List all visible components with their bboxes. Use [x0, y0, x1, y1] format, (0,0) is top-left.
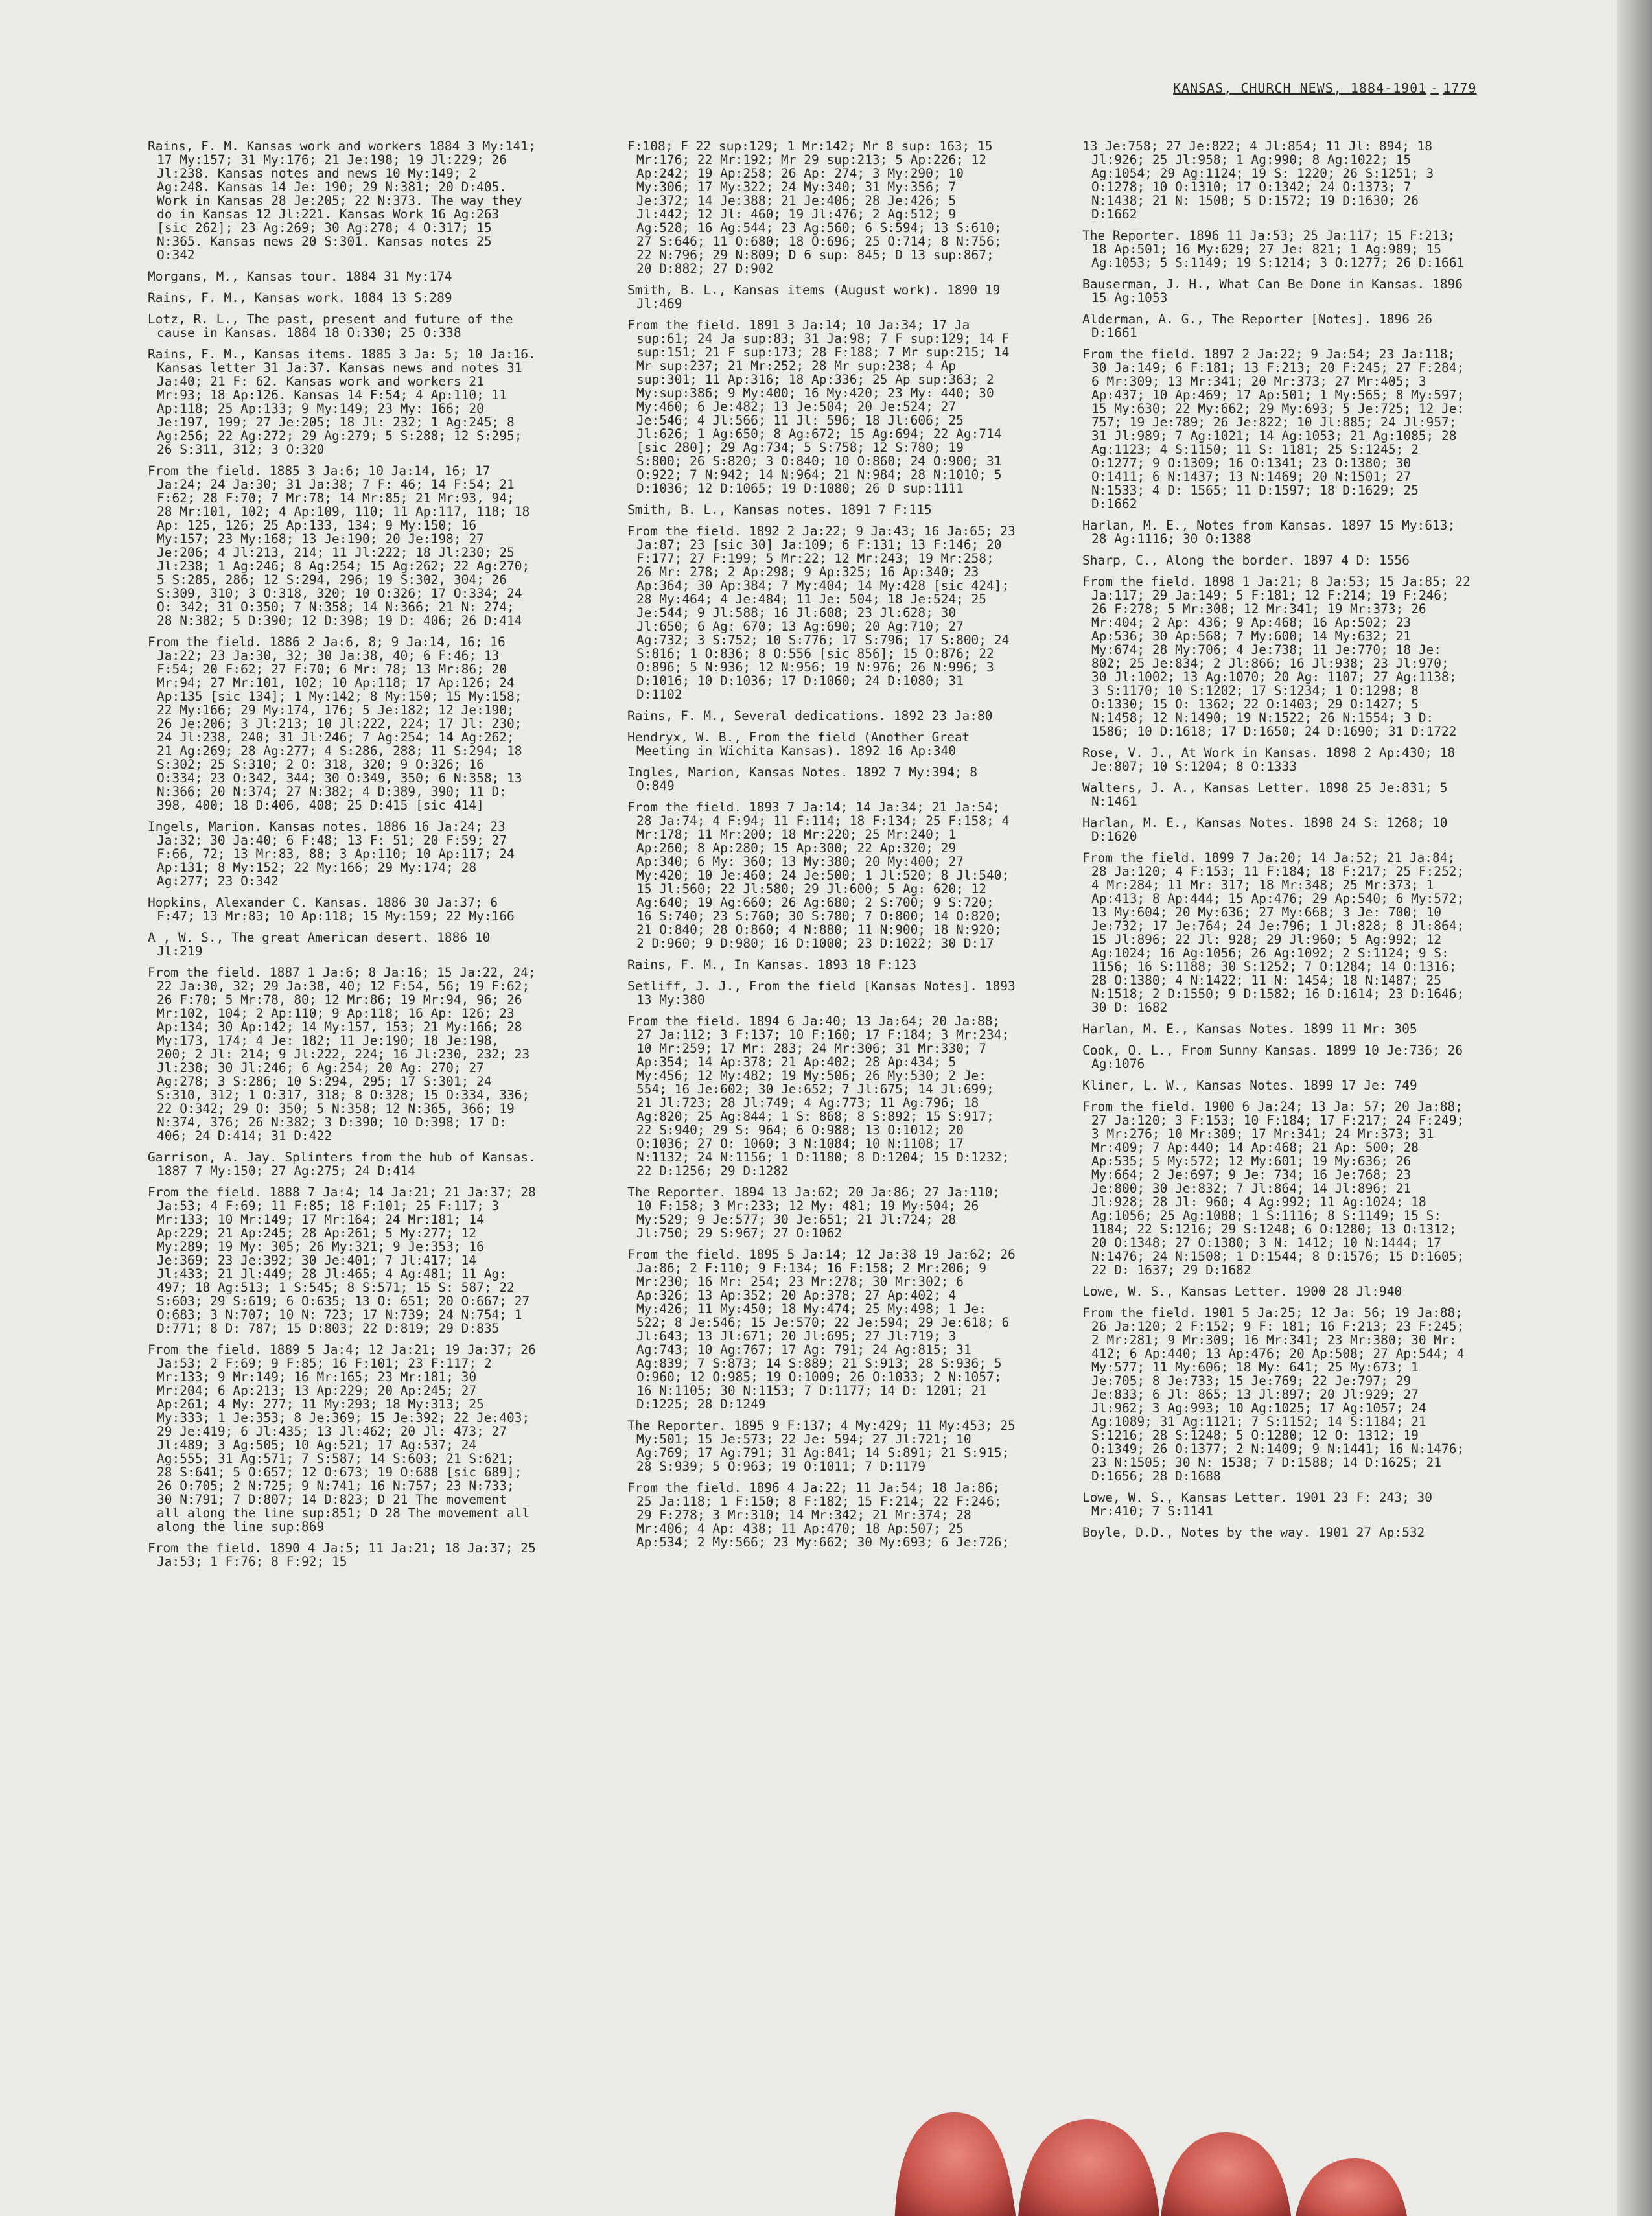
index-entry: Rains, F. M., Kansas work. 1884 13 S:289 — [148, 290, 452, 305]
index-entry: A , W. S., The great American desert. 1886 10 Jl:219 — [148, 930, 491, 959]
index-entry: Hendryx, W. B., From the field (Another Great Meeting in Wichita Kansas). 1892 16 Ap:340 — [627, 730, 970, 758]
index-entry: Rains, F. M., Several dedications. 1892 23 Ja:80 — [627, 708, 993, 723]
index-entry: From the field. 1893 7 Ja:14; 14 Ja:34; 21 Ja:54; 28 Ja:74; 4 F:94; 11 F:114; 18 F:134; 25 F:158; 4 Mr:178; 11 Mr:200; 18 Mr:220; 25 Mr:240; 1 Ap:260; 8 Ap:280; 15 Ap:300; 22 Ap:320; 29 Ap:340; 6 My: 360; 13 My:380; 20 My:400; 27 My:420; 10 Je:460; 24 Je:500; 1 Jl:520; 8 Jl:540; 15 Jl:560; 22 Jl:580; 29 Jl:600; 5 Ag: 620; 12 Ag:640; 19 Ag:660; 26 Ag:680; 2 S:700; 9 S:720; 16 S:740; 23 S:760; 30 S:780; 7 O:800; 14 O:820; 21 O:840; 28 O:860; 4 N:880; 11 N:900; 18 N:920; 2 D:960; 9 D:980; 16 D:1000; 23 D:1022; 30 D:17 — [627, 800, 1010, 951]
index-entry: Setliff, J. J., From the field [Kansas Notes]. 1893 13 My:380 — [627, 979, 1016, 1007]
index-entry: From the field. 1897 2 Ja:22; 9 Ja:54; 23 Ja:118; 30 Ja:149; 6 F:181; 13 F:213; 20 F:245; 27 F:284; 6 Mr:309; 13 Mr:341; 20 Mr:373; 27 Mr:405; 3 Ap:437; 10 Ap:469; 17 Ap:501; 1 My:565; 8 My:597; 15 My:630; 22 My:662; 29 My:693; 5 Je:725; 12 Je: 757; 19 Je:789; 26 Je:822; 10 Jl:885; 24 Jl:957; 31 Jl:989; 7 Ag:1021; 14 Ag:1053; 21 Ag:1085; 28 Ag:1123; 4 S:1150; 11 S: 1181; 25 S:1245; 2 O:1277; 9 O:1309; 16 O:1341; 23 O:1380; 30 O:1411; 6 N:1437; 13 N:1469; 20 N:1501; 27 N:1533; 4 D: 1565; 11 D:1597; 18 D:1629; 25 D:1662 — [1082, 347, 1465, 511]
index-entry: Smith, B. L., Kansas notes. 1891 7 F:115 — [627, 502, 932, 517]
running-title: KANSAS, CHURCH NEWS, 1884-1901 — [1173, 80, 1427, 96]
index-entry: Hopkins, Alexander C. Kansas. 1886 30 Ja:37; 6 F:47; 13 Mr:83; 10 Ap:118; 15 My:159; 22 My:166 — [148, 895, 515, 924]
index-entry: Rains, F. M., In Kansas. 1893 18 F:123 — [627, 957, 917, 972]
index-entry: Lowe, W. S., Kansas Letter. 1901 23 F: 243; 30 Mr:410; 7 S:1141 — [1082, 1490, 1433, 1519]
index-entry: Lowe, W. S., Kansas Letter. 1900 28 Jl:940 — [1082, 1284, 1402, 1299]
index-column-3 — [1082, 139, 1471, 2175]
index-entry: Boyle, D.D., Notes by the way. 1901 27 Ap:532 — [1082, 1525, 1425, 1540]
index-entry: From the field. 1900 6 Ja:24; 13 Ja: 57; 20 Ja:88; 27 Ja:120; 3 F:153; 10 F:184; 17 F:217; 24 F:249; 3 Mr:276; 10 Mr:309; 17 Mr:341; 24 Mr:373; 31 Mr:409; 7 Ap:440; 14 Ap:468; 21 Ap: 500; 28 Ap:535; 5 My:572; 12 My:601; 19 My:636; 26 My:664; 2 Je:697; 9 Je: 734; 16 Je:768; 23 Je:800; 30 Je:832; 7 Jl:864; 14 Jl:896; 21 Jl:928; 28 Jl: 960; 4 Ag:992; 11 Ag:1024; 18 Ag:1056; 25 Ag:1088; 1 S:1116; 8 S:1149; 15 S: 1184; 22 S:1216; 29 S:1248; 6 O:1280; 13 O:1312; 20 O:1348; 27 O:1380; 3 N: 1412; 10 N:1444; 17 N:1476; 24 N:1508; 1 D:1544; 8 D:1576; 15 D:1605; 22 D: 1637; 29 D:1682 — [1082, 1099, 1465, 1277]
index-entry: Morgans, M., Kansas tour. 1884 31 My:174 — [148, 269, 452, 284]
index-entry: Rains, F. M., Kansas items. 1885 3 Ja: 5; 10 Ja:16. Kansas letter 31 Ja:37. Kansas news and notes 31 Ja:40; 21 F: 62. Kansas work and workers 21 Mr:93; 18 Ap:126. Kansas 14 F:54; 4 Ap:110; 11 Ap:118; 25 Ap:133; 9 My:149; 23 My: 166; 20 Je:197, 199; 27 Je:205; 18 Jl: 232; 1 Ag:245; 8 Ag:256; 22 Ag:272; 29 Ag:279; 5 S:288; 12 S:295; 26 S:311, 312; 3 O:320 — [148, 347, 536, 457]
index-entry: From the field. 1887 1 Ja:6; 8 Ja:16; 15 Ja:22, 24; 22 Ja:30, 32; 29 Ja:38, 40; 12 F:54, 56; 19 F:62; 26 F:70; 5 Mr:78, 80; 12 Mr:86; 19 Mr:94, 96; 26 Mr:102, 104; 2 Ap:110; 9 Ap:118; 16 Ap: 126; 23 Ap:134; 30 Ap:142; 14 My:157, 153; 21 My:166; 28 My:173, 174; 4 Je: 182; 11 Je:190; 18 Je:198, 200; 2 Jl: 214; 9 Jl:222, 224; 16 Jl:230, 232; 23 Jl:238; 30 Jl:246; 6 Ag:254; 20 Ag: 270; 27 Ag:278; 3 S:286; 10 S:294, 295; 17 S:301; 24 S:310, 312; 1 O:317, 318; 8 O:328; 15 O:334, 336; 22 O:342; 29 O: 350; 5 N:358; 12 N:365, 366; 19 N:374, 376; 26 N:382; 3 D:390; 10 D:398; 17 D: 406; 24 D:414; 31 D:422 — [148, 965, 536, 1143]
index-entry: Garrison, A. Jay. Splinters from the hub of Kansas. 1887 7 My:150; 27 Ag:275; 24 D:414 — [148, 1150, 536, 1178]
index-entry: Rains, F. M. Kansas work and workers 1884 3 My:141; 17 My:157; 31 My:176; 21 Je:198; 19 Jl:229; 26 Jl:238. Kansas notes and news 10 My:149; 2 Ag:248. Kansas 14 Je: 190; 29 N:381; 20 D:405. Work in Kansas 28 Je:205; 22 N:373. The way they do in Kansas 12 Jl:221. Kansas Work 16 Ag:263 [sic 262]; 23 Ag:269; 30 Ag:278; 4 O:317; 15 N:365. Kansas news 20 S:301. Kansas notes 25 O:342 — [148, 139, 536, 262]
index-entry: Harlan, M. E., Kansas Notes. 1899 11 Mr: 305 — [1082, 1021, 1417, 1036]
index-entry: From the field. 1888 7 Ja:4; 14 Ja:21; 21 Ja:37; 28 Ja:53; 4 F:69; 11 F:85; 18 F:101; 25 F:117; 3 Mr:133; 10 Mr:149; 17 Mr:164; 24 Mr:181; 14 Ap:229; 21 Ap:245; 28 Ap:261; 5 My:277; 12 My:289; 19 My: 305; 26 My:321; 9 Je:353; 16 Je:369; 23 Je:392; 30 Je:401; 7 Jl:417; 14 Jl:433; 21 Jl:449; 28 Jl:465; 4 Ag:481; 11 Ag: 497; 18 Ag:513; 1 S:545; 8 S:571; 15 S: 587; 22 S:603; 29 S:619; 6 O:635; 13 O: 651; 20 O:667; 27 O:683; 3 N:707; 10 N: 723; 17 N:739; 24 N:754; 1 D:771; 8 D: 787; 15 D:803; 22 D:819; 29 D:835 — [148, 1185, 536, 1336]
index-entry: Walters, J. A., Kansas Letter. 1898 25 Je:831; 5 N:1461 — [1082, 780, 1448, 809]
index-entry: Harlan, M. E., Kansas Notes. 1898 24 S: 1268; 10 D:1620 — [1082, 815, 1448, 844]
index-column-2 — [627, 139, 1016, 2175]
index-entry: Sharp, C., Along the border. 1897 4 D: 1556 — [1082, 553, 1410, 568]
index-entry: Alderman, A. G., The Reporter [Notes]. 1896 26 D:1661 — [1082, 312, 1433, 340]
index-entry: From the field. 1885 3 Ja:6; 10 Ja:14, 16; 17 Ja:24; 24 Ja:30; 31 Ja:38; 7 F: 46; 14 F:54; 21 F:62; 28 F:70; 7 Mr:78; 14 Mr:85; 21 Mr:93, 94; 28 Mr:101, 102; 4 Ap:109, 110; 11 Ap:117, 118; 18 Ap: 125, 126; 25 Ap:133, 134; 9 My:150; 16 My:157; 23 My:168; 13 Je:190; 20 Je:198; 27 Je:206; 4 Jl:213, 214; 11 Jl:222; 18 Jl:230; 25 Jl:238; 1 Ag:246; 8 Ag:254; 15 Ag:262; 22 Ag:270; 5 S:285, 286; 12 S:294, 296; 19 S:302, 304; 26 S:309, 310; 3 O:318, 320; 10 O:326; 17 O:334; 24 O: 342; 31 O:350; 7 N:358; 14 N:366; 21 N: 274; 28 N:382; 5 D:390; 12 D:398; 19 D: 406; 26 D:414 — [148, 463, 530, 628]
index-entry: From the field. 1895 5 Ja:14; 12 Ja:38 19 Ja:62; 26 Ja:86; 2 F:110; 9 F:134; 16 F:158; 2 Mr:206; 9 Mr:230; 16 Mr: 254; 23 Mr:278; 30 Mr:302; 6 Ap:326; 13 Ap:352; 20 Ap:378; 27 Ap:402; 4 My:426; 11 My:450; 18 My:474; 25 My:498; 1 Je: 522; 8 Je:546; 15 Je:570; 22 Je:594; 29 Je:618; 6 Jl:643; 13 Jl:671; 20 Jl:695; 27 Jl:719; 3 Ag:743; 10 Ag:767; 17 Ag: 791; 24 Ag:815; 31 Ag:839; 7 S:873; 14 S:889; 21 S:913; 28 S:936; 5 O:960; 12 O:985; 19 O:1009; 26 O:1033; 2 N:1057; 16 N:1105; 30 N:1153; 7 D:1177; 14 D: 1201; 21 D:1225; 28 D:1249 — [627, 1247, 1016, 1412]
thumb-photo — [855, 2042, 1504, 2216]
page-edge — [1617, 0, 1652, 2216]
index-entry: F:108; F 22 sup:129; 1 Mr:142; Mr 8 sup: 163; 15 Mr:176; 22 Mr:192; Mr 29 sup:213; 5 Ap:226; 12 Ap:242; 19 Ap:258; 26 Ap: 274; 3 My:290; 10 My:306; 17 My:322; 24 My:340; 31 My:356; 7 Je:372; 14 Je:388; 21 Je:406; 28 Je:426; 5 Jl:442; 12 Jl: 460; 19 Jl:476; 2 Ag:512; 9 Ag:528; 16 Ag:544; 23 Ag:560; 6 S:594; 13 S:610; 27 S:646; 11 O:680; 18 O:696; 25 O:714; 8 N:756; 22 N:796; 29 N:809; D 6 sup: 845; D 13 sup:867; 20 D:882; 27 D:902 — [627, 139, 1002, 276]
index-entry: Cook, O. L., From Sunny Kansas. 1899 10 Je:736; 26 Ag:1076 — [1082, 1043, 1463, 1071]
index-entry: Ingles, Marion, Kansas Notes. 1892 7 My:394; 8 O:849 — [627, 765, 978, 793]
index-entry: Bauserman, J. H., What Can Be Done in Kansas. 1896 15 Ag:1053 — [1082, 277, 1463, 305]
index-entry: From the field. 1896 4 Ja:22; 11 Ja:54; 18 Ja:86; 25 Ja:118; 1 F:150; 8 F:182; 15 F:214; 22 F:246; 29 F:278; 3 Mr:310; 14 Mr:342; 21 Mr:374; 28 Mr:406; 4 Ap: 438; 11 Ap:470; 18 Ap:507; 25 Ap:534; 2 My:566; 23 My:662; 30 My:693; 6 Je:726; — [627, 1480, 1010, 1550]
index-entry: From the field. 1891 3 Ja:14; 10 Ja:34; 17 Ja sup:61; 24 Ja sup:83; 31 Ja:98; 7 F sup:129; 14 F sup:151; 21 F sup:173; 28 F:188; 7 Mr sup:215; 14 Mr sup:237; 21 Mr:252; 28 Mr sup:238; 4 Ap sup:301; 11 Ap:316; 18 Ap:336; 25 Ap sup:363; 2 My:sup:386; 9 My:400; 16 My:420; 23 My: 440; 30 My:460; 6 Je:482; 13 Je:504; 20 Je:524; 27 Je:546; 4 Jl:566; 11 Jl: 596; 18 Jl:606; 25 Jl:626; 1 Ag:650; 8 Ag:672; 15 Ag:694; 22 Ag:714 [sic 280]; 29 Ag:734; 5 S:758; 12 S:780; 19 S:800; 26 S:820; 3 O:840; 10 O:860; 24 O:900; 31 O:922; 7 N:942; 14 N:964; 21 N:984; 28 N:1010; 5 D:1036; 12 D:1065; 19 D:1080; 26 D sup:1111 — [627, 318, 1010, 496]
index-entry: Kliner, L. W., Kansas Notes. 1899 17 Je: 749 — [1082, 1078, 1417, 1093]
index-entry: The Reporter. 1894 13 Ja:62; 20 Ja:86; 27 Ja:110; 10 F:158; 3 Mr:233; 12 My: 481; 19 My:504; 26 My:529; 9 Je:577; 30 Je:651; 21 Jl:724; 28 Jl:750; 29 S:967; 27 O:1062 — [627, 1185, 1001, 1241]
index-entry: Smith, B. L., Kansas items (August work). 1890 19 Jl:469 — [627, 283, 1001, 311]
index-entry: From the field. 1901 5 Ja:25; 12 Ja: 56; 19 Ja:88; 26 Ja:120; 2 F:152; 9 F: 181; 16 F:213; 23 F:245; 2 Mr:281; 9 Mr:309; 16 Mr:341; 23 Mr:380; 30 Mr: 412; 6 Ap:440; 13 Ap:476; 20 Ap:508; 27 Ap:544; 4 My:577; 11 My:606; 18 My: 641; 25 My:673; 1 Je:705; 8 Je:733; 15 Je:769; 22 Je:797; 29 Je:833; 6 Jl: 865; 13 Jl:897; 20 Jl:929; 27 Jl:962; 3 Ag:993; 10 Ag:1025; 17 Ag:1057; 24 Ag:1089; 31 Ag:1121; 7 S:1152; 14 S:1184; 21 S:1216; 28 S:1248; 5 O:1280; 12 O: 1312; 19 O:1349; 26 O:1377; 2 N:1409; 9 N:1441; 16 N:1476; 23 N:1505; 30 N: 1538; 7 D:1588; 14 D:1625; 21 D:1656; 28 D:1688 — [1082, 1305, 1465, 1484]
index-entry: The Reporter. 1896 11 Ja:53; 25 Ja:117; 15 F:213; 18 Ap:501; 16 My:629; 27 Je: 821; 1 Ag:989; 15 Ag:1053; 5 S:1149; 19 S:1214; 3 O:1277; 26 D:1661 — [1082, 228, 1465, 270]
index-entry: 13 Je:758; 27 Je:822; 4 Jl:854; 11 Jl: 894; 18 Jl:926; 25 Jl:958; 1 Ag:990; 8 Ag:1022; 15 Ag:1054; 29 Ag:1124; 19 S: 1220; 26 S:1251; 3 O:1278; 10 O:1310; 17 O:1342; 24 O:1373; 7 N:1438; 21 N: 1508; 5 D:1572; 19 D:1630; 26 D:1662 — [1082, 139, 1434, 222]
index-entry: Ingels, Marion. Kansas notes. 1886 16 Ja:24; 23 Ja:32; 30 Ja:40; 6 F:48; 13 F: 51; 20 F:59; 27 F:66, 72; 13 Mr:83, 88; 3 Ap:110; 10 Ap:117; 24 Ap:131; 8 My:152; 22 My:166; 29 My:174; 28 Ag:277; 23 O:342 — [148, 819, 515, 889]
index-entry: From the field. 1889 5 Ja:4; 12 Ja:21; 19 Ja:37; 26 Ja:53; 2 F:69; 9 F:85; 16 F:101; 23 F:117; 2 Mr:133; 9 Mr:149; 16 Mr:165; 23 Mr:181; 30 Mr:204; 6 Ap:213; 13 Ap:229; 20 Ap:245; 27 Ap:261; 4 My: 277; 11 My:293; 18 My:313; 25 My:333; 1 Je:353; 8 Je:369; 15 Je:392; 22 Je:403; 29 Je:419; 6 Jl:435; 13 Jl:462; 20 Jl: 473; 27 Jl:489; 3 Ag:505; 10 Ag:521; 17 Ag:537; 24 Ag:555; 31 Ag:571; 7 S:587; 14 S:603; 21 S:621; 28 S:641; 5 O:657; 12 O:673; 19 O:688 [sic 689]; 26 O:705; 2 N:725; 9 N:741; 16 N:757; 23 N:733; 30 N:791; 7 D:807; 14 D:823; D 21 The movement all along the line sup:851; D 28 The movement all along the line sup:869 — [148, 1342, 536, 1534]
index-entry: From the field. 1899 7 Ja:20; 14 Ja:52; 21 Ja:84; 28 Ja:120; 4 F:153; 11 F:184; 18 F:217; 25 F:252; 4 Mr:284; 11 Mr: 317; 18 Mr:348; 25 Mr:373; 1 Ap:413; 8 Ap:444; 15 Ap:476; 29 Ap:540; 6 My:572; 13 My:604; 20 My:636; 27 My:668; 3 Je: 700; 10 Je:732; 17 Je:764; 24 Je:796; 1 Jl:828; 8 Jl:864; 15 Jl:896; 22 Jl: 928; 29 Jl:960; 5 Ag:992; 12 Ag:1024; 16 Ag:1056; 26 Ag:1092; 2 S:1124; 9 S: 1156; 16 S:1188; 30 S:1252; 7 O:1284; 14 O:1316; 28 O:1380; 4 N:1422; 11 N: 1454; 18 N:1487; 25 N:1518; 2 D:1550; 9 D:1582; 16 D:1614; 23 D:1646; 30 D: 1682 — [1082, 850, 1465, 1015]
index-entry: From the field. 1886 2 Ja:6, 8; 9 Ja:14, 16; 16 Ja:22; 23 Ja:30, 32; 30 Ja:38, 40; 6 F:46; 13 F:54; 20 F:62; 27 F:70; 6 Mr: 78; 13 Mr:86; 20 Mr:94; 27 Mr:101, 102; 10 Ap:118; 17 Ap:126; 24 Ap:135 [sic 134]; 1 My:142; 8 My:150; 15 My:158; 22 My:166; 29 My:174, 176; 5 Je:182; 12 Je:190; 26 Je:206; 3 Jl:213; 10 Jl:222, 224; 17 Jl: 230; 24 Jl:238, 240; 31 Jl:246; 7 Ag:254; 14 Ag:262; 21 Ag:269; 28 Ag:277; 4 S:286, 288; 11 S:294; 18 S:302; 25 S:310; 2 O: 318, 320; 9 O:326; 16 O:334; 23 O:342, 344; 30 O:349, 350; 6 N:358; 13 N:366; 20 N:374; 27 N:382; 4 D:389, 390; 11 D: 398, 400; 18 D:406, 408; 25 D:415 [sic 414] — [148, 635, 522, 813]
index-entry: From the field. 1892 2 Ja:22; 9 Ja:43; 16 Ja:65; 23 Ja:87; 23 [sic 30] Ja:109; 6 F:131; 13 F:146; 20 F:177; 27 F:199; 5 Mr:22; 12 Mr:243; 19 Mr:258; 26 Mr: 278; 2 Ap:298; 9 Ap:325; 16 Ap:340; 23 Ap:364; 30 Ap:384; 7 My:404; 14 My:428 [sic 424]; 28 My:464; 4 Je:484; 11 Je: 504; 18 Je:524; 25 Je:544; 9 Jl:588; 16 Jl:608; 23 Jl:628; 30 Jl:650; 6 Ag: 670; 13 Ag:690; 20 Ag:710; 27 Ag:732; 3 S:752; 10 S:776; 17 S:796; 17 S:800; 24 S:816; 1 O:836; 8 O:556 [sic 856]; 15 O:876; 22 O:896; 5 N:936; 12 N:956; 19 N:976; 26 N:996; 3 D:1016; 10 D:1036; 17 D:1060; 24 D:1080; 31 D:1102 — [627, 524, 1016, 702]
index-entry: The Reporter. 1895 9 F:137; 4 My:429; 11 My:453; 25 My:501; 15 Je:573; 22 Je: 594; 27 Jl:721; 10 Ag:769; 17 Ag:791; 31 Ag:841; 14 S:891; 21 S:915; 28 S:939; 5 O:963; 19 O:1011; 7 D:1179 — [627, 1418, 1016, 1474]
index-entry: From the field. 1890 4 Ja:5; 11 Ja:21; 18 Ja:37; 25 Ja:53; 1 F:76; 8 F:92; 15 — [148, 1541, 536, 1569]
index-entry: Harlan, M. E., Notes from Kansas. 1897 15 My:613; 28 Ag:1116; 30 O:1388 — [1082, 518, 1456, 546]
index-entry: From the field. 1894 6 Ja:40; 13 Ja:64; 20 Ja:88; 27 Ja:112; 3 F:137; 10 F:160; 17 F:184; 3 Mr:234; 10 Mr:259; 17 Mr: 283; 24 Mr:306; 31 Mr:330; 7 Ap:354; 14 Ap:378; 21 Ap:402; 28 Ap:434; 5 My:456; 12 My:482; 19 My:506; 26 My:530; 2 Je: 554; 16 Je:602; 30 Je:652; 7 Jl:675; 14 Jl:699; 21 Jl:723; 28 Jl:749; 4 Ag:773; 11 Ag:796; 18 Ag:820; 25 Ag:844; 1 S: 868; 8 S:892; 15 S:917; 22 S:940; 29 S: 964; 6 O:988; 13 O:1012; 20 O:1036; 27 O: 1060; 3 N:1084; 10 N:1108; 17 N:1132; 24 N:1156; 1 D:1180; 8 D:1204; 15 D:1232; 22 D:1256; 29 D:1282 — [627, 1014, 1010, 1178]
index-column-1 — [148, 139, 537, 2175]
page-number: 1779 — [1443, 80, 1477, 96]
index-entry: Lotz, R. L., The past, present and future of the cause in Kansas. 1884 18 O:330; 25 O:338 — [148, 312, 513, 340]
index-entry: From the field. 1898 1 Ja:21; 8 Ja:53; 15 Ja:85; 22 Ja:117; 29 Ja:149; 5 F:181; 12 F:214; 19 F:246; 26 F:278; 5 Mr:308; 12 Mr:341; 19 Mr:373; 26 Mr:404; 2 Ap: 436; 9 Ap:468; 16 Ap:502; 23 Ap:536; 30 Ap:568; 7 My:600; 14 My:632; 21 My:674; 28 My:706; 4 Je:738; 11 Je:770; 18 Je: 802; 25 Je:834; 2 Jl:866; 16 Jl:938; 23 Jl:970; 30 Jl:1002; 13 Ag:1070; 20 Ag: 1107; 27 Ag:1138; 3 S:1170; 10 S:1202; 17 S:1234; 1 O:1298; 8 O:1330; 15 O: 1362; 22 O:1403; 29 O:1427; 5 N:1458; 12 N:1490; 19 N:1522; 26 N:1554; 3 D: 1586; 10 D:1618; 17 D:1650; 24 D:1690; 31 D:1722 — [1082, 574, 1471, 739]
index-entry: Rose, V. J., At Work in Kansas. 1898 2 Ap:430; 18 Je:807; 10 S:1204; 8 O:1333 — [1082, 745, 1456, 774]
running-header: KANSAS, CHURCH NEWS, 1884-1901 - 1779 — [1173, 80, 1477, 96]
